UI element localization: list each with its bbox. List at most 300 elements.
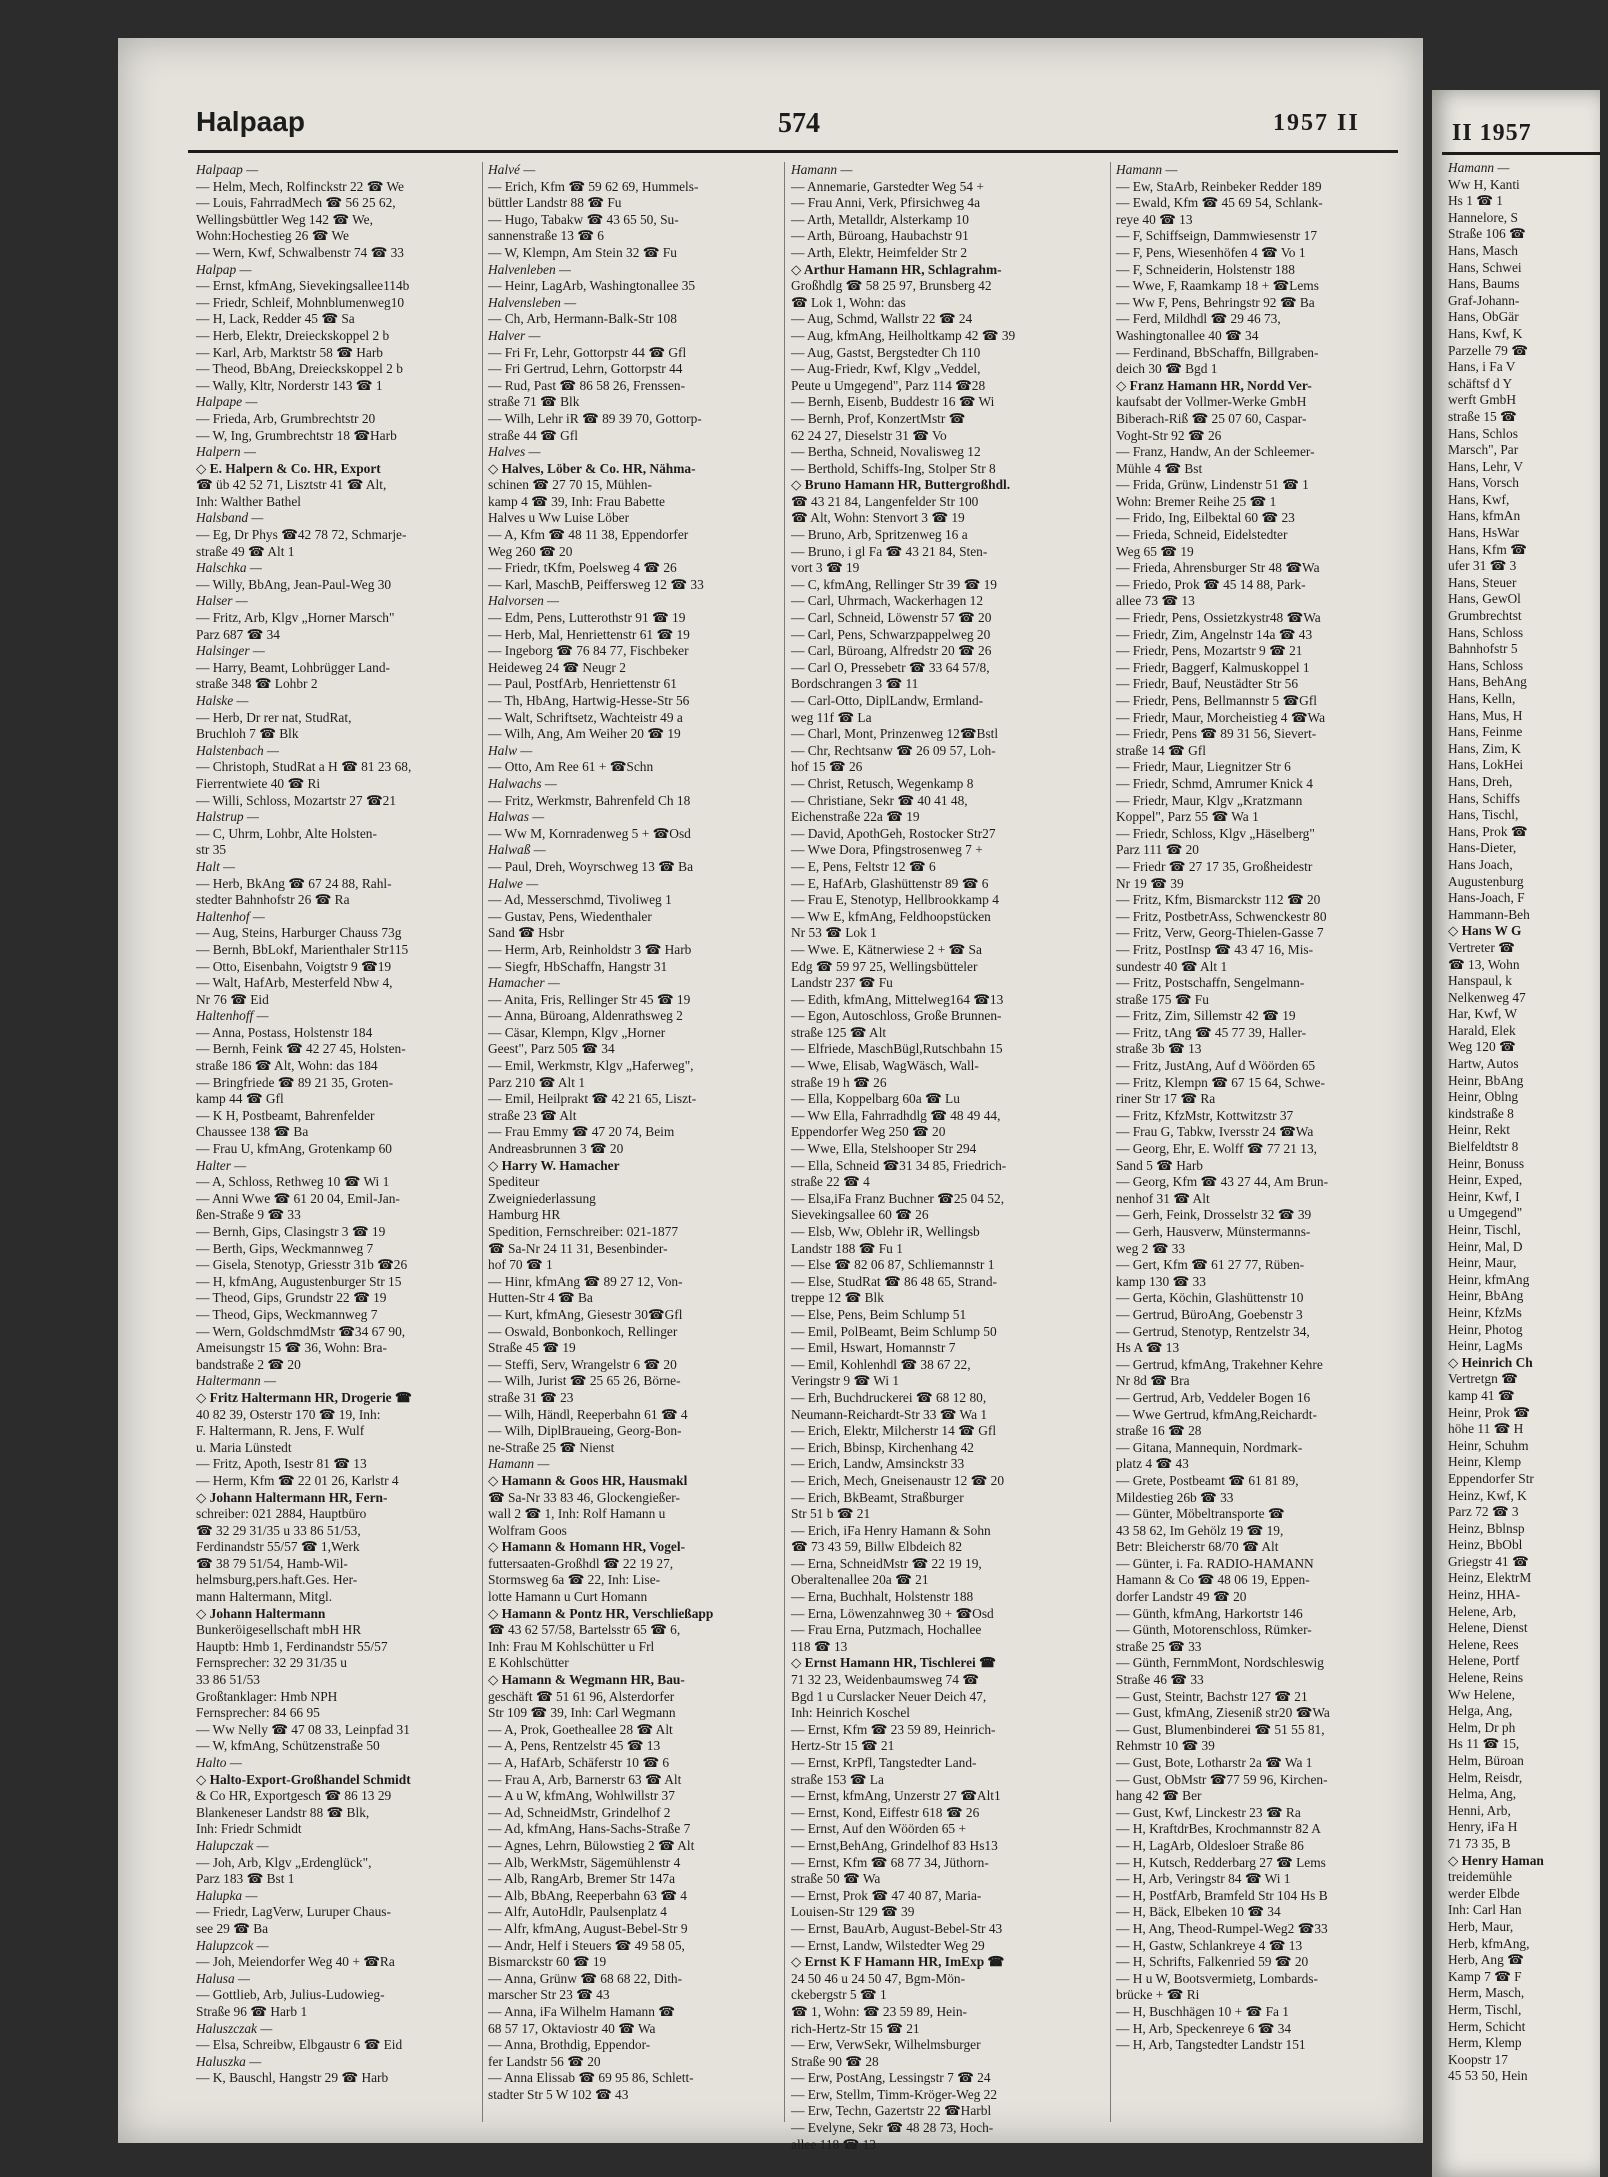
directory-entry-line: Str 109 ☎ 39, Inh: Carl Wegmann — [488, 1705, 676, 1721]
directory-entry-line: — Fritz, Werkmstr, Bahrenfeld Ch 18 — [488, 792, 691, 808]
directory-entry-line: — C, Uhrm, Lohbr, Alte Holsten- — [196, 825, 377, 841]
directory-entry-line: deich 30 ☎ Bgd 1 — [1116, 361, 1218, 377]
directory-entry-line: — Bertha, Schneid, Novalisweg 12 — [791, 444, 981, 460]
directory-entry-line: ◇ Harry W. Hamacher — [488, 1157, 620, 1173]
directory-entry-line: ☎ 73 43 59, Billw Elbdeich 82 — [791, 1539, 963, 1555]
directory-entry-line: — Grete, Postbeamt ☎ 61 81 89, — [1116, 1472, 1299, 1488]
directory-entry-line: — Gust, ObMstr ☎77 59 96, Kirchen- — [1116, 1771, 1328, 1787]
adjacent-entry-line: Helene, Rees — [1448, 1636, 1519, 1652]
directory-entry-line: — K, Bauschl, Hangstr 29 ☎ Harb — [196, 2070, 389, 2086]
directory-entry-line: Halves u Ww Luise Löber — [488, 510, 630, 526]
directory-entry-line: — Fritz, Arb, Klgv „Horner Marsch" — [196, 610, 395, 626]
directory-entry-line: — Wilh, Jurist ☎ 25 65 26, Börne- — [488, 1373, 681, 1389]
directory-entry-line: — Erw, Stellm, Timm-Kröger-Weg 22 — [791, 2086, 998, 2102]
adjacent-entry-line: kindstraße 8 — [1448, 1105, 1514, 1121]
directory-entry-line: nenhof 31 ☎ Alt — [1116, 1190, 1210, 1206]
directory-entry-line: — Erw, Techn, Gazertstr 22 ☎Harbl — [791, 2103, 992, 2119]
directory-entry-line: — Evelyne, Sekr ☎ 48 28 73, Hoch- — [791, 2120, 994, 2136]
directory-entry-line: treppe 12 ☎ Blk — [791, 1290, 884, 1306]
directory-entry-line: — H, Schrifts, Falkenried 59 ☎ 20 — [1116, 1954, 1309, 1970]
directory-entry-line: — Emil, Hswart, Homannstr 7 — [791, 1340, 956, 1356]
directory-entry-line: reye 40 ☎ 13 — [1116, 211, 1193, 227]
adjacent-entry-line: werft GmbH — [1448, 392, 1517, 408]
directory-entry-line: Eichenstraße 22a ☎ 19 — [791, 809, 920, 825]
directory-entry-line: — Annemarie, Garstedter Weg 54 + — [791, 178, 984, 194]
directory-entry-line: — Ferd, Mildhdl ☎ 29 46 73, — [1116, 311, 1281, 327]
directory-entry-line: Halwaß — — [488, 842, 546, 858]
directory-entry-line: — Ad, kfmAng, Hans-Sachs-Straße 7 — [488, 1821, 691, 1837]
directory-entry-line: — Alfr, AutoHdlr, Paulsenplatz 4 — [488, 1904, 667, 1920]
directory-entry-line: Veringstr 9 ☎ Wi 1 — [791, 1373, 900, 1389]
directory-entry-line: Halstrup — — [196, 809, 259, 825]
adjacent-entry-line: Herb, Ang ☎ — [1448, 1952, 1524, 1968]
adjacent-entry-line: Grumbrechtst — [1448, 608, 1522, 624]
adjacent-entry-line: Helga, Ang, — [1448, 1703, 1513, 1719]
directory-entry-line: kamp 44 ☎ Gfl — [196, 1091, 284, 1107]
directory-entry-line: stadter Str 5 W 102 ☎ 43 — [488, 2086, 629, 2102]
directory-entry-line: 43 58 62, Im Gehölz 19 ☎ 19, — [1116, 1522, 1284, 1538]
adjacent-entry-line: Ww Helene, — [1448, 1686, 1515, 1702]
directory-entry-line: — Fritz, Klempn ☎ 67 15 64, Schwe- — [1116, 1074, 1325, 1090]
directory-entry-line: — Ernst, kfmAng, Sievekingsallee114b — [196, 278, 410, 294]
directory-entry-line: see 29 ☎ Ba — [196, 1920, 269, 1936]
adjacent-entry-line: Hans, Tischl, — [1448, 807, 1519, 823]
directory-entry-line: ◇ Johann Haltermann — [196, 1605, 326, 1621]
directory-entry-line: — Edm, Pens, Lutterothstr 91 ☎ 19 — [488, 610, 686, 626]
directory-entry-line: — Alb, RangArb, Bremer Str 147a — [488, 1871, 676, 1887]
adjacent-entry-line: Har, Kwf, W — [1448, 1006, 1518, 1022]
directory-entry-line: — H, Arb, Tangstedter Landstr 151 — [1116, 2037, 1306, 2053]
directory-entry-line: — Fri Fr, Lehr, Gottorpstr 44 ☎ Gfl — [488, 344, 687, 360]
adjacent-entry-line: Helm, Reisdr, — [1448, 1769, 1523, 1785]
directory-entry-line: — Bernh, Prof, KonzertMstr ☎ — [791, 410, 966, 426]
directory-entry-line: — H, Kutsch, Redderbarg 27 ☎ Lems — [1116, 1854, 1326, 1870]
directory-entry-line: Inh: Heinrich Koschel — [791, 1705, 910, 1721]
directory-entry-line: Parz 687 ☎ 34 — [196, 626, 280, 642]
directory-entry-line: — Steffi, Serv, Wrangelstr 6 ☎ 20 — [488, 1356, 677, 1372]
directory-entry-line: Haltermann — — [196, 1373, 276, 1389]
directory-entry-line: ◇ Halves, Löber & Co. HR, Nähma- — [488, 460, 696, 476]
adjacent-entry-line: Hans, Kelln, — [1448, 691, 1516, 706]
directory-entry-line: — David, ApothGeh, Rostocker Str27 — [791, 825, 996, 841]
directory-entry-line: Halto — — [196, 1755, 242, 1770]
directory-entry-line: — Charl, Mont, Prinzenweg 12☎Bstl — [791, 726, 999, 742]
adjacent-entry-line: Heinz, Kwf, K — [1448, 1487, 1527, 1503]
directory-entry-line: — Else, StudRat ☎ 86 48 65, Strand- — [791, 1273, 997, 1289]
directory-entry-line: — Bernh, BbLokf, Marienthaler Str115 — [196, 941, 409, 957]
directory-entry-line: Wolfram Goos — [488, 1522, 567, 1538]
directory-entry-line: — Emil, Werkmstr, Klgv „Haferweg", — [488, 1058, 694, 1074]
directory-entry-line: straße 16 ☎ 28 — [1116, 1423, 1202, 1439]
directory-entry-line: — Emil, Heilprakt ☎ 42 21 65, Liszt- — [488, 1091, 697, 1107]
directory-entry-line: Hamann — — [1116, 162, 1178, 177]
directory-entry-line: — Ad, Messerschmd, Tivoliweg 1 — [488, 892, 672, 908]
directory-entry-line: — Anna, Brothdig, Eppendor- — [488, 2037, 651, 2053]
directory-entry-line: — Gust, kfmAng, Zieseniß str20 ☎Wa — [1116, 1705, 1330, 1721]
directory-entry-line: Spedition, Fernschreiber: 021-1877 — [488, 1224, 679, 1239]
directory-entry-line: Hertz-Str 15 ☎ 21 — [791, 1738, 895, 1754]
directory-entry-line: — Heinr, LagArb, Washingtonallee 35 — [488, 278, 696, 294]
directory-entry-line: 33 86 51/53 — [196, 1672, 260, 1688]
directory-entry-line: — Emil, Kohlenhdl ☎ 38 67 22, — [791, 1356, 971, 1372]
directory-entry-line: — H, Gastw, Schlankreye 4 ☎ 13 — [1116, 1937, 1303, 1953]
directory-entry-line: Halupczak — — [196, 1837, 269, 1853]
directory-entry-line: Parz 183 ☎ Bst 1 — [196, 1871, 295, 1887]
directory-entry-line: — Otto, Eisenbahn, Voigtstr 9 ☎19 — [196, 958, 392, 974]
directory-entry-line: — Carl, Schneid, Löwenstr 57 ☎ 20 — [791, 610, 992, 626]
directory-entry-line: — Wilh, DiplBraueing, Georg-Bon- — [488, 1423, 682, 1439]
directory-entry-line: — H u W, Bootsvermietg, Lombards- — [1116, 1970, 1318, 1986]
directory-entry-line: — Günth, kfmAng, Harkortstr 146 — [1116, 1605, 1303, 1621]
directory-entry-line: straße 50 ☎ Wa — [791, 1871, 881, 1887]
directory-entry-line: sundestr 40 ☎ Alt 1 — [1116, 958, 1228, 974]
directory-entry-line: — Agnes, Lehrn, Bülowstieg 2 ☎ Alt — [488, 1837, 695, 1853]
directory-entry-line: — Friedr, Maur, Morcheistieg 4 ☎Wa — [1116, 709, 1326, 725]
directory-entry-line: Straße 45 ☎ 19 — [488, 1340, 576, 1356]
adjacent-entry-line: Heinr, kfmAng — [1448, 1271, 1530, 1287]
directory-entry-line: ◇ Ernst Hamann HR, Tischlerei ☎ — [791, 1655, 996, 1671]
directory-entry-line: Halvenleben — — [488, 261, 571, 277]
directory-entry-line: 118 ☎ 13 — [791, 1638, 848, 1654]
directory-entry-line: — Anna, Postass, Holstenstr 184 — [196, 1024, 373, 1040]
directory-entry-line: straße 31 ☎ 23 — [488, 1389, 574, 1405]
directory-entry-line: — Elsa,iFa Franz Buchner ☎25 04 52, — [791, 1190, 1005, 1206]
directory-entry-line: ☎ Sa-Nr 24 11 31, Besenbinder- — [488, 1240, 668, 1256]
directory-entry-line: — Andr, Helf i Steuers ☎ 49 58 05, — [488, 1937, 685, 1953]
directory-entry-line: — Friedr, Maur, Liegnitzer Str 6 — [1116, 759, 1291, 775]
directory-entry-line: — Gertrud, Arb, Veddeler Bogen 16 — [1116, 1389, 1311, 1405]
directory-entry-line: — Ernst, Prok ☎ 47 40 87, Maria- — [791, 1887, 982, 1903]
directory-entry-line: — Erich, BkBeamt, Straßburger — [791, 1489, 964, 1505]
directory-entry-line: — F, Schiffseign, Dammwiesenstr 17 — [1116, 228, 1318, 244]
directory-entry-line: ◇ Hamann & Goos HR, Hausmakl — [488, 1472, 688, 1488]
adjacent-entry-line: Heinr, Tischl, — [1448, 1222, 1521, 1237]
directory-entry-line: — Erich, Kfm ☎ 59 62 69, Hummels- — [488, 178, 699, 194]
directory-entry-line: — Rud, Past ☎ 86 58 26, Frenssen- — [488, 377, 686, 393]
adjacent-entry-line: Hamann — — [1448, 160, 1510, 175]
directory-entry-line: Zweigniederlassung — [488, 1190, 596, 1206]
adjacent-entry-line: Hanspaul, k — [1448, 973, 1512, 989]
adjacent-entry-line: Helm, Büroan — [1448, 1753, 1524, 1768]
directory-entry-line: riner Str 17 ☎ Ra — [1116, 1091, 1216, 1107]
directory-entry-line: — Gust, Bote, Lotharstr 2a ☎ Wa 1 — [1116, 1755, 1313, 1770]
adjacent-entry-line: Hans-Joach, F — [1448, 890, 1525, 906]
directory-entry-line: büttler Landstr 88 ☎ Fu — [488, 195, 622, 211]
directory-entry-line: 62 24 27, Dieselstr 31 ☎ Vo — [791, 427, 947, 443]
directory-entry-line: mann Haltermann, Mitgl. — [196, 1589, 333, 1605]
directory-entry-line: str 35 — [196, 842, 227, 858]
directory-entry-line: — Walt, HafArb, Mesterfeld Nbw 4, — [196, 975, 393, 991]
directory-entry-line: weg 2 ☎ 33 — [1116, 1240, 1186, 1256]
directory-entry-line: — Ernst, Auf den Wöörden 65 + — [791, 1821, 967, 1837]
directory-column-2 — [488, 162, 776, 2122]
directory-column-1 — [196, 162, 474, 2122]
directory-entry-line: geschäft ☎ 51 61 96, Alsterdorfer — [488, 1688, 675, 1704]
directory-entry-line: — Wern, GoldschmdMstr ☎34 67 90, — [196, 1323, 406, 1339]
directory-entry-line: Halt — — [196, 858, 236, 874]
directory-entry-line: — Ad, SchneidMstr, Grindelhof 2 — [488, 1804, 671, 1820]
directory-entry-line: — Wally, Kltr, Norderstr 143 ☎ 1 — [196, 377, 383, 393]
directory-entry-line: kamp 130 ☎ 33 — [1116, 1273, 1206, 1289]
directory-entry-line: 40 82 39, Osterstr 170 ☎ 19, Inh: — [196, 1406, 381, 1422]
adjacent-entry-line: Marsch", Par — [1448, 442, 1519, 458]
directory-entry-line: — Kurt, kfmAng, Giesestr 30☎Gfl — [488, 1306, 683, 1322]
directory-entry-line: Wellingsbüttler Weg 142 ☎ We, — [196, 211, 373, 227]
directory-entry-line: — Gitana, Mannequin, Nordmark- — [1116, 1439, 1303, 1455]
directory-entry-line: Chaussee 138 ☎ Ba — [196, 1124, 309, 1140]
adjacent-entry-line: Hs 11 ☎ 15, — [1448, 1736, 1520, 1752]
directory-entry-line: — C, kfmAng, Rellinger Str 39 ☎ 19 — [791, 576, 997, 592]
directory-entry-line: — Friedr, Schloss, Klgv „Häselberg" — [1116, 825, 1315, 841]
adjacent-entry-line: Griegstr 41 ☎ — [1448, 1553, 1529, 1569]
directory-entry-line: Nr 8d ☎ Bra — [1116, 1373, 1190, 1389]
directory-entry-line: — Gust, Kwf, Linckestr 23 ☎ Ra — [1116, 1804, 1301, 1820]
adjacent-page-column — [1448, 160, 1608, 2085]
directory-entry-line: wall 2 ☎ 1, Inh: Rolf Hamann u — [488, 1506, 666, 1522]
directory-entry-line: — Carl, Pens, Schwarzpappelweg 20 — [791, 626, 991, 642]
directory-entry-line: straße 22 ☎ 4 — [791, 1174, 870, 1190]
adjacent-entry-line: Hans, Schloss — [1448, 624, 1524, 640]
header-rule — [188, 150, 1398, 153]
directory-entry-line: — Gust, Steintr, Bachstr 127 ☎ 21 — [1116, 1688, 1308, 1704]
adjacent-entry-line: Heinr, BbAng — [1448, 1288, 1524, 1304]
adjacent-entry-line: Heinr, Maur, — [1448, 1255, 1517, 1271]
adjacent-entry-line: Hans, Baums — [1448, 276, 1520, 292]
directory-entry-line: ◇ Hamann & Pontz HR, Verschließapp — [488, 1605, 714, 1621]
directory-entry-line: Straße 46 ☎ 33 — [1116, 1672, 1204, 1688]
adjacent-entry-line: Heinr, Photog — [1448, 1321, 1523, 1337]
directory-entry-line: — Theod, BbAng, Dreieckskoppel 2 b — [196, 361, 403, 377]
adjacent-entry-line: Hans, kfmAn — [1448, 508, 1521, 524]
directory-entry-line: — Wilh, Lehr iR ☎ 89 39 70, Gottorp- — [488, 410, 702, 426]
adjacent-entry-line: Hans, HsWar — [1448, 525, 1520, 541]
directory-entry-line: — Herm, Arb, Reinholdstr 3 ☎ Harb — [488, 941, 692, 957]
directory-entry-line: straße 71 ☎ Blk — [488, 394, 580, 410]
directory-entry-line: — Fritz, Postschaffn, Sengelmann- — [1116, 975, 1305, 991]
directory-entry-line: — Hinr, kfmAng ☎ 89 27 12, Von- — [488, 1273, 683, 1289]
directory-entry-line: — Ernst, KrPfl, Tangstedter Land- — [791, 1755, 977, 1770]
directory-entry-line: Straße 90 ☎ 28 — [791, 2053, 879, 2069]
directory-entry-line: — Wwe Gertrud, kfmAng,Reichardt- — [1116, 1406, 1317, 1422]
directory-entry-line: — Ernst, Kfm ☎ 68 77 34, Jüthorn- — [791, 1854, 989, 1870]
directory-entry-line: Halpaap — — [196, 162, 259, 177]
directory-entry-line: Ferdinandstr 55/57 ☎ 1,Werk — [196, 1539, 360, 1555]
directory-entry-line: — Alfr, kfmAng, August-Bebel-Str 9 — [488, 1920, 688, 1936]
adjacent-entry-line: höhe 11 ☎ H — [1448, 1421, 1524, 1437]
directory-entry-line: — Anita, Fris, Rellinger Str 45 ☎ 19 — [488, 991, 691, 1007]
directory-entry-line: Louisen-Str 129 ☎ 39 — [791, 1904, 915, 1920]
directory-entry-line: — Joh, Meiendorfer Weg 40 + ☎Ra — [196, 1954, 395, 1970]
directory-entry-line: stedter Bahnhofstr 26 ☎ Ra — [196, 892, 350, 908]
directory-entry-line: — Else ☎ 82 06 87, Schliemannstr 1 — [791, 1257, 995, 1273]
directory-entry-line: ◇ Hamann & Wegmann HR, Bau- — [488, 1672, 685, 1688]
adjacent-entry-line: Hs 1 ☎ 1 — [1448, 193, 1503, 209]
directory-entry-line: ◇ Johann Haltermann HR, Fern- — [196, 1489, 388, 1505]
adjacent-entry-line: Heinr, Klemp — [1448, 1454, 1522, 1470]
adjacent-entry-line: Hans-Dieter, — [1448, 840, 1517, 856]
directory-entry-line: — Ernst, Landw, Wilstedter Weg 29 — [791, 1937, 985, 1953]
directory-entry-line: — Carl O, Pressebetr ☎ 33 64 57/8, — [791, 659, 990, 675]
adjacent-entry-line: Herb, kfmAng, — [1448, 1935, 1530, 1951]
directory-entry-line: — Wilh, Ang, Am Weiher 20 ☎ 19 — [488, 726, 681, 742]
adjacent-page-header: II 1957 — [1452, 120, 1532, 146]
adjacent-entry-line: Heinr, Schuhm — [1448, 1437, 1529, 1453]
adjacent-entry-line: ☎ 13, Wohn — [1448, 956, 1520, 972]
directory-entry-line: — Fritz, Kfm, Bismarckstr 112 ☎ 20 — [1116, 892, 1321, 908]
directory-entry-line: Edg ☎ 59 97 25, Wellingsbütteler — [791, 958, 978, 974]
directory-entry-line: Nr 19 ☎ 39 — [1116, 875, 1184, 891]
directory-entry-line: — Georg, Ehr, E. Wolff ☎ 77 21 13, — [1116, 1141, 1318, 1157]
directory-entry-line: Wohn: Bremer Reihe 25 ☎ 1 — [1116, 493, 1277, 509]
directory-entry-line: Halwas — — [488, 809, 545, 825]
directory-entry-line: Geest", Parz 505 ☎ 34 — [488, 1041, 615, 1057]
directory-entry-line: straße 44 ☎ Gfl — [488, 427, 578, 443]
adjacent-entry-line: Hans, Schwei — [1448, 259, 1522, 275]
directory-entry-line: dorfer Landstr 49 ☎ 20 — [1116, 1589, 1247, 1605]
adjacent-entry-line: Heinr, Mal, D — [1448, 1238, 1523, 1254]
adjacent-entry-line: Kamp 7 ☎ F — [1448, 1968, 1522, 1984]
adjacent-entry-line: Bahnhofstr 5 — [1448, 641, 1518, 657]
directory-entry-line: ☎ 32 29 31/35 u 33 86 51/53, — [196, 1522, 361, 1538]
directory-entry-line: — Aug, Schmd, Wallstr 22 ☎ 24 — [791, 311, 973, 327]
directory-entry-line: — Ernst,BehAng, Grindelhof 83 Hs13 — [791, 1837, 998, 1853]
directory-entry-line: — Friedo, Prok ☎ 45 14 88, Park- — [1116, 576, 1306, 592]
directory-entry-line: — Ferdinand, BbSchaffn, Billgraben- — [1116, 344, 1319, 360]
directory-entry-line: — Gerh, Feink, Drosselstr 32 ☎ 39 — [1116, 1207, 1312, 1223]
adjacent-entry-line: Hartw, Autos — [1448, 1056, 1519, 1072]
directory-entry-line: Stormsweg 6a ☎ 22, Inh: Lise- — [488, 1572, 661, 1588]
directory-entry-line: — Günth, Motorenschloss, Rümker- — [1116, 1622, 1312, 1638]
directory-entry-line: ☎ 38 79 51/54, Hamb-Wil- — [196, 1555, 348, 1571]
directory-entry-line: — H, LagArb, Oldesloer Straße 86 — [1116, 1837, 1304, 1853]
directory-entry-line: — Ww F, Pens, Behringstr 92 ☎ Ba — [1116, 294, 1315, 310]
directory-entry-line: — W, Ing, Grumbrechtstr 18 ☎Harb — [196, 427, 397, 443]
directory-entry-line: — Theod, Gips, Weckmannweg 7 — [196, 1306, 378, 1322]
page-headword: Halpaap — [196, 106, 305, 137]
directory-entry-line: platz 4 ☎ 43 — [1116, 1456, 1189, 1472]
directory-entry-line: Hauptb: Hmb 1, Ferdinandstr 55/57 — [196, 1638, 388, 1654]
directory-entry-line: sannenstraße 13 ☎ 6 — [488, 228, 604, 244]
directory-entry-line: — Ernst, Kond, Eiffestr 618 ☎ 26 — [791, 1804, 980, 1820]
adjacent-entry-line: treidemühle — [1448, 1869, 1512, 1885]
directory-entry-line: — Günter, i. Fa. RADIO-HAMANN — [1116, 1555, 1314, 1571]
directory-entry-line: — Fri Gertrud, Lehrn, Gottorpstr 44 — [488, 361, 683, 377]
directory-entry-line: — Erich, Bbinsp, Kirchenhang 42 — [791, 1439, 974, 1455]
directory-entry-line: — Frau Anni, Verk, Pfirsichweg 4a — [791, 195, 981, 211]
directory-entry-line: Bunkeröigesellschaft mbH HR — [196, 1622, 362, 1638]
directory-entry-line: allee 73 ☎ 13 — [1116, 593, 1195, 609]
directory-entry-line: straße 125 ☎ Alt — [791, 1024, 887, 1040]
adjacent-header-rule — [1442, 152, 1600, 155]
directory-entry-line: ◇ Halto-Export-Großhandel Schmidt — [196, 1771, 411, 1787]
directory-entry-line: — Friedr, Pens, Ossietzkystr48 ☎Wa — [1116, 610, 1321, 626]
column-divider — [784, 162, 785, 2122]
directory-entry-line: Halw — — [488, 742, 533, 758]
directory-entry-line: — Wwe, Ella, Stelshooper Str 294 — [791, 1141, 977, 1157]
directory-entry-line: — Ww Nelly ☎ 47 08 33, Leinpfad 31 — [196, 1721, 410, 1737]
directory-entry-line: futtersaaten-Großhdl ☎ 22 19 27, — [488, 1555, 674, 1571]
directory-entry-line: — Franz, Handw, An der Schleemer- — [1116, 444, 1315, 460]
adjacent-entry-line: Hans, LokHei — [1448, 757, 1524, 773]
directory-entry-line: Spediteur — [488, 1174, 540, 1190]
directory-entry-line: — Louis, FahrradMech ☎ 56 25 62, — [196, 195, 396, 211]
directory-entry-line: — Edith, kfmAng, Mittelweg164 ☎13 — [791, 991, 1004, 1007]
adjacent-entry-line: Helene, Arb, — [1448, 1603, 1517, 1619]
directory-entry-line: ◇ Bruno Hamann HR, Buttergroßhdl. — [791, 477, 1011, 493]
directory-entry-line: Halvé — — [488, 162, 536, 177]
directory-entry-line: fer Landstr 56 ☎ 20 — [488, 2053, 601, 2069]
directory-entry-line: — H, Lack, Redder 45 ☎ Sa — [196, 311, 355, 327]
directory-entry-line: — Fritz, KfzMstr, Kottwitzstr 37 — [1116, 1107, 1294, 1123]
directory-entry-line: — A, Prok, Goetheallee 28 ☎ Alt — [488, 1721, 673, 1737]
directory-entry-line: Landstr 237 ☎ Fu — [791, 975, 893, 991]
directory-entry-line: — Alb, BbAng, Reeperbahn 63 ☎ 4 — [488, 1887, 687, 1903]
adjacent-entry-line: Hannelore, S — [1448, 209, 1518, 225]
directory-entry-line: kamp 4 ☎ 39, Inh: Frau Babette — [488, 493, 665, 509]
directory-entry-line: — Ernst, kfmAng, Unzerstr 27 ☎Alt1 — [791, 1788, 1001, 1804]
directory-entry-line: — Friedr, Pens ☎ 89 31 56, Sievert- — [1116, 726, 1317, 742]
directory-entry-line: Betr: Bleicherstr 68/70 ☎ Alt — [1116, 1539, 1279, 1555]
directory-entry-line: — Fritz, PostInsp ☎ 43 47 16, Mis- — [1116, 941, 1314, 957]
directory-entry-line: — Ella, Koppelbarg 60a ☎ Lu — [791, 1091, 960, 1107]
adjacent-entry-line: Augustenburg — [1448, 873, 1524, 889]
directory-entry-line: Inh: Friedr Schmidt — [196, 1821, 302, 1837]
directory-entry-line: straße 348 ☎ Lohbr 2 — [196, 676, 318, 692]
directory-entry-line: brücke + ☎ Ri — [1116, 1987, 1200, 2003]
directory-entry-line: straße 3b ☎ 13 — [1116, 1041, 1202, 1057]
directory-entry-line: ☎ 1, Wohn: ☎ 23 59 89, Hein- — [791, 2003, 967, 2019]
directory-entry-line: Halsinger — — [196, 643, 265, 659]
directory-entry-line: helmsburg,pers.haft.Ges. Her- — [196, 1572, 358, 1588]
directory-entry-line: Halter — — [196, 1157, 247, 1173]
adjacent-entry-line: Helma, Ang, — [1448, 1786, 1517, 1802]
directory-entry-line: — Herb, Mal, Henriettenstr 61 ☎ 19 — [488, 626, 690, 642]
directory-entry-line: — Siegfr, HbSchaffn, Hangstr 31 — [488, 958, 668, 974]
directory-entry-line: — Friedr, tKfm, Poelsweg 4 ☎ 26 — [488, 560, 677, 576]
directory-entry-line: Wohn:Hochestieg 26 ☎ We — [196, 228, 349, 244]
adjacent-entry-line: Hans, ObGär — [1448, 309, 1519, 325]
directory-entry-line: — Th, HbAng, Hartwig-Hesse-Str 56 — [488, 693, 690, 708]
directory-entry-line: Halser — — [196, 593, 248, 609]
directory-entry-line: Halpap — — [196, 261, 252, 277]
directory-entry-line: Halupka — — [196, 1887, 258, 1903]
adjacent-entry-line: Hans, Steuer — [1448, 574, 1517, 590]
directory-entry-line: Halvensleben — — [488, 294, 577, 310]
directory-entry-line: — Wwe, Elisab, WagWäsch, Wall- — [791, 1058, 979, 1074]
directory-entry-line: — Anna, iFa Wilhelm Hamann ☎ — [488, 2003, 675, 2019]
adjacent-entry-line: Heinr, Exped, — [1448, 1172, 1523, 1188]
directory-entry-line: — K H, Postbeamt, Bahrenfelder — [196, 1107, 375, 1123]
directory-entry-line: ◇ Arthur Hamann HR, Schlagrahm- — [791, 261, 1002, 277]
adjacent-page — [1432, 90, 1600, 2177]
directory-entry-line: — Eg, Dr Phys ☎42 78 72, Schmarje- — [196, 527, 407, 543]
directory-entry-line: — Arth, Büroang, Haubachstr 91 — [791, 228, 969, 244]
directory-entry-line: — Erw, VerwSekr, Wilhelmsburger — [791, 2037, 981, 2053]
directory-entry-line: Straße 96 ☎ Harb 1 — [196, 2003, 308, 2019]
directory-column-3 — [791, 162, 1103, 2152]
directory-entry-line: Blankeneser Landstr 88 ☎ Blk, — [196, 1804, 370, 1820]
adjacent-entry-line: kamp 41 ☎ — [1448, 1387, 1515, 1403]
directory-entry-line: Halstenbach — — [196, 742, 279, 758]
directory-entry-line: — Herm, Kfm ☎ 22 01 26, Karlstr 4 — [196, 1472, 399, 1488]
adjacent-entry-line: Heinz, HHA- — [1448, 1587, 1521, 1603]
directory-entry-line: ne-Straße 25 ☎ Nienst — [488, 1439, 615, 1455]
directory-entry-line: Haluszka — — [196, 2053, 262, 2069]
directory-entry-line: ☎ 43 21 84, Langenfelder Str 100 — [791, 493, 979, 509]
adjacent-entry-line: Ww H, Kanti — [1448, 176, 1520, 192]
directory-entry-line: Koppel", Parz 55 ☎ Wa 1 — [1116, 809, 1259, 825]
directory-entry-line: — Christiane, Sekr ☎ 40 41 48, — [791, 792, 968, 808]
